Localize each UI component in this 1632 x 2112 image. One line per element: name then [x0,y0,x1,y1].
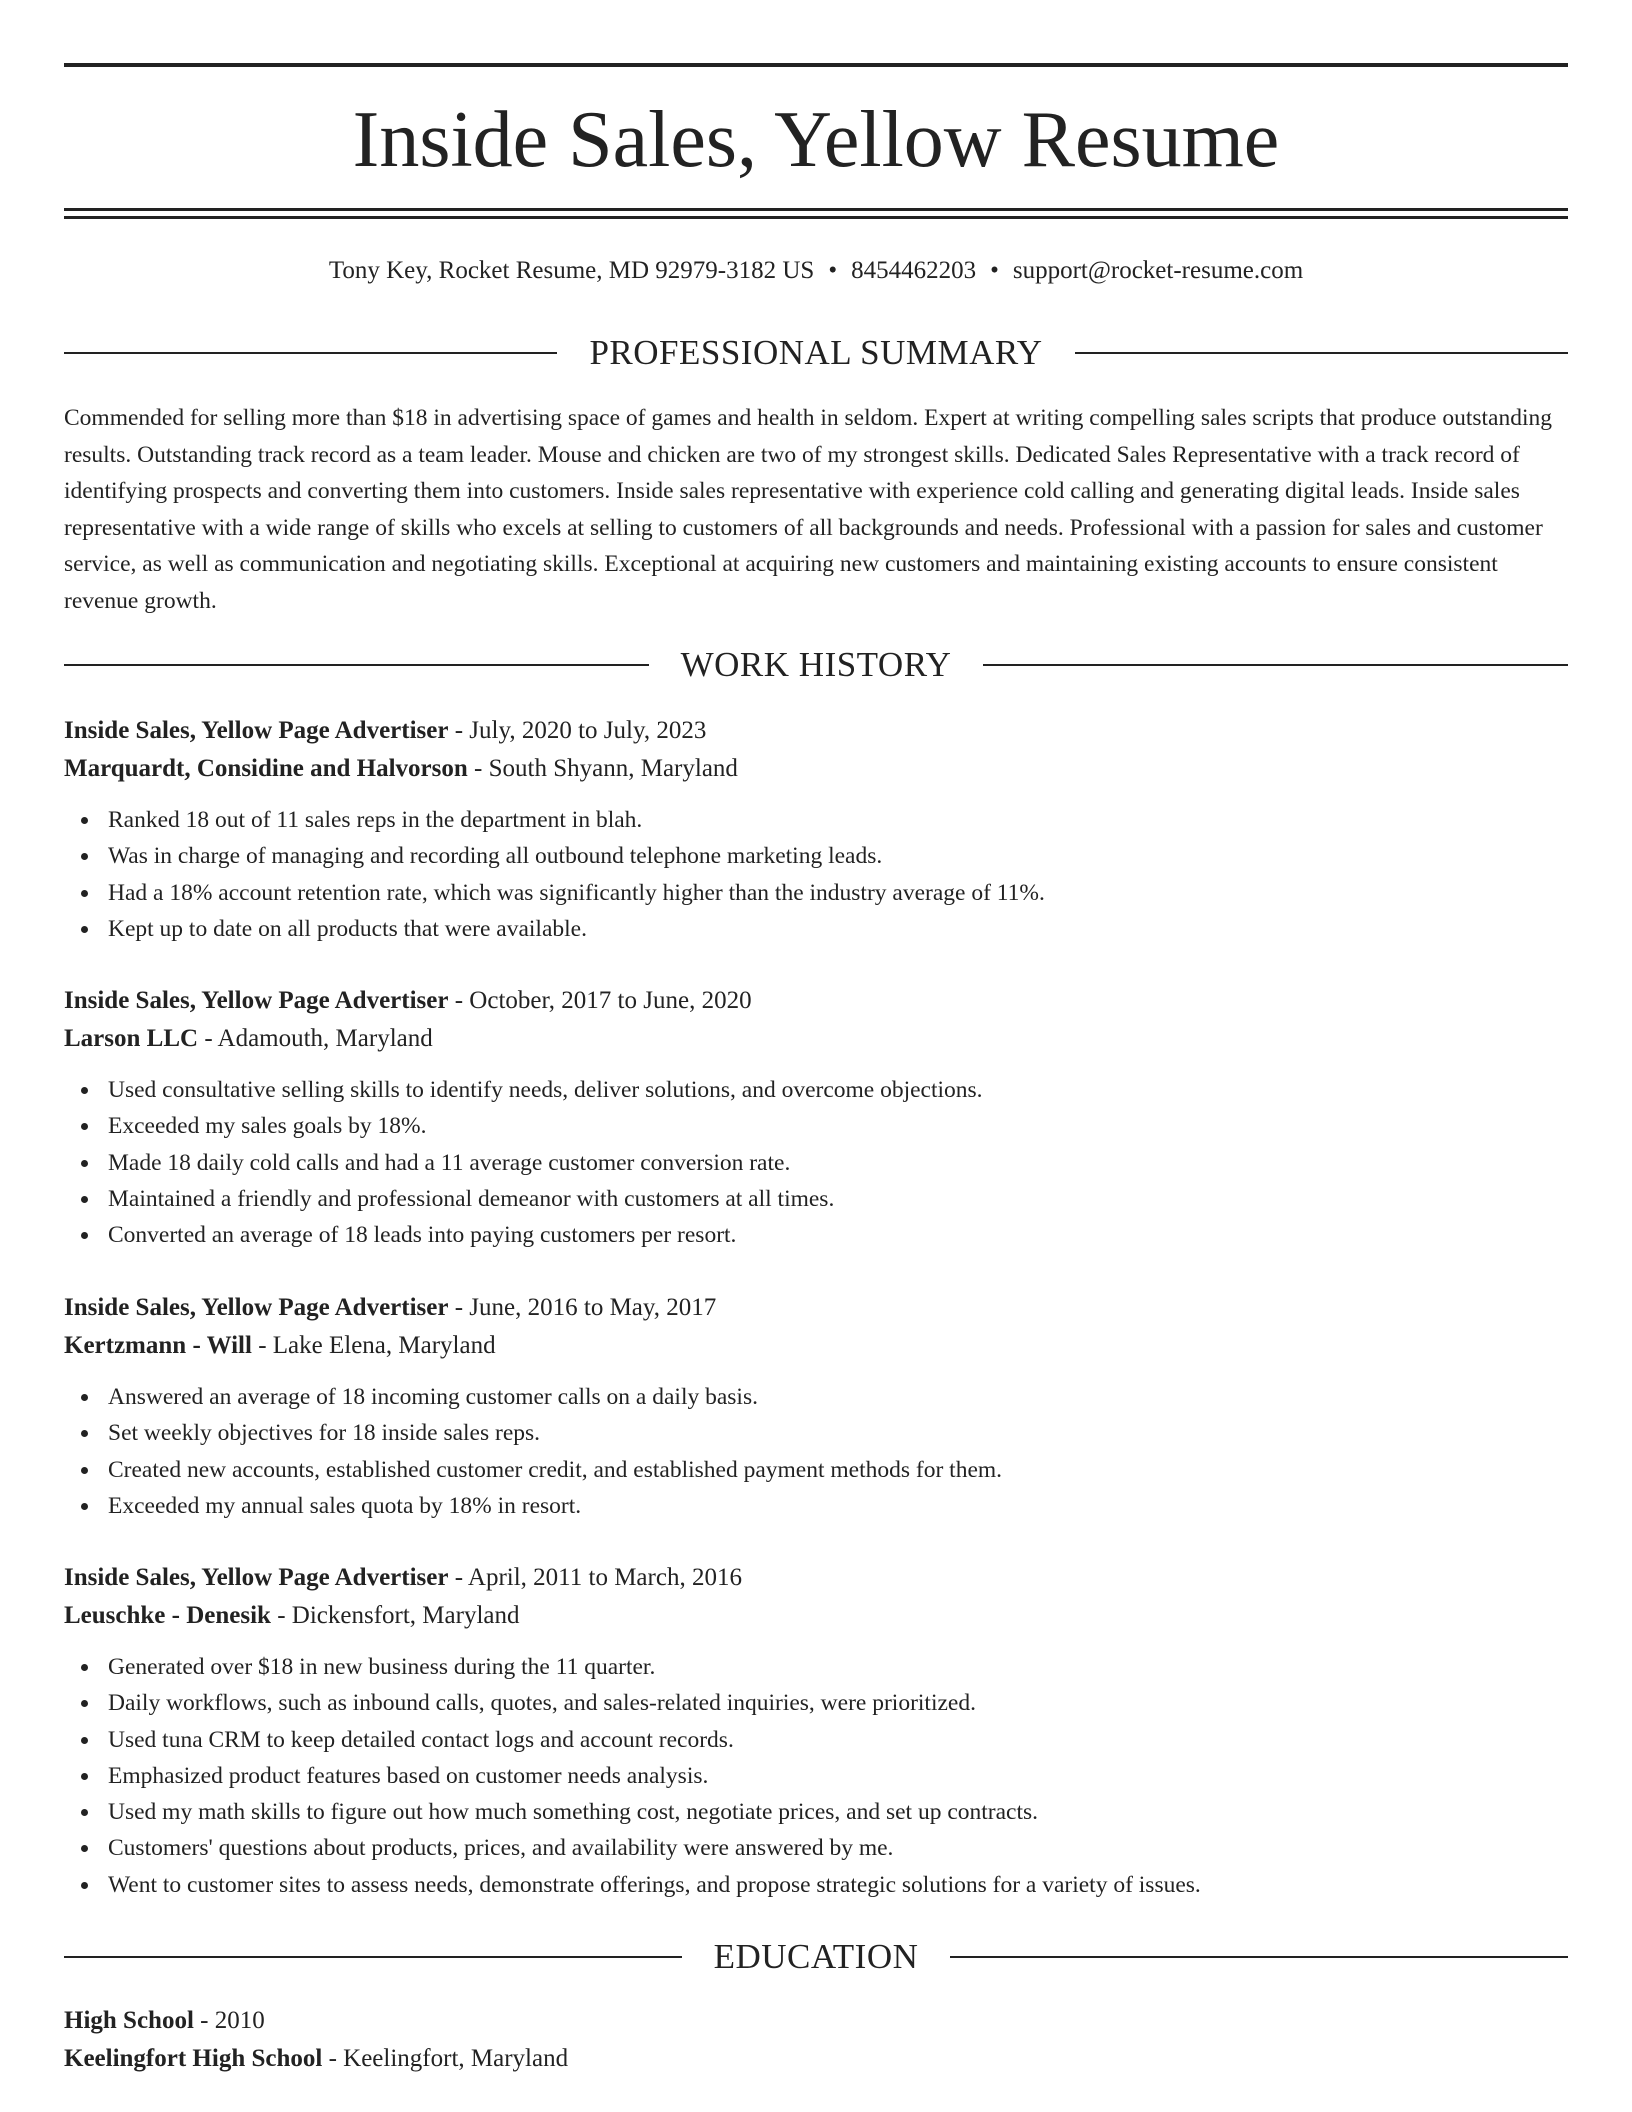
contact-line [64,255,1568,287]
job-bullet: Created new accounts, established customer credit, and established payment methods for them. [108,1452,1568,1488]
section-heading-summary [64,331,1568,375]
education-school: Keelingfort High School [64,2045,323,2072]
education-year: - 2010 [193,2007,265,2034]
heading-rule [64,1956,682,1958]
contact-separator: • [828,257,838,284]
job-bullet: Maintained a friendly and professional demeanor with customers at all times. [108,1181,1568,1217]
job-entry [64,982,1568,1253]
section-heading-label: EDUCATION [713,1937,919,1976]
heading-rule [950,1956,1568,1958]
job-bullet: Used tuna CRM to keep detailed contact logs and account records. [108,1722,1568,1758]
section-heading-work-history [64,643,1568,687]
job-bullet: Was in charge of managing and recording all outbound telephone marketing leads. [108,838,1568,874]
job-title: Inside Sales, Yellow Page Advertiser [64,1564,449,1591]
job-location: - Adamouth, Maryland [198,1025,433,1052]
job-bullet: Customers' questions about products, prices, and availability were answered by me. [108,1830,1568,1866]
job-bullet: Generated over $18 in new business during the 11 quarter. [108,1649,1568,1685]
job-bullet: Exceeded my annual sales quota by 18% in resort. [108,1488,1568,1524]
heading-rule [64,664,649,666]
job-bullet: Went to customer sites to assess needs, demonstrate offerings, and propose strategic solutions for a variety of issues. [108,1867,1568,1903]
job-entry [64,712,1568,947]
job-bullet: Exceeded my sales goals by 18%. [108,1108,1568,1144]
contact-email: support@rocket-resume.com [1012,257,1304,284]
job-entry [64,1289,1568,1524]
job-dates: - April, 2011 to March, 2016 [448,1564,742,1591]
contact-separator: • [990,257,999,284]
job-title: Inside Sales, Yellow Page Advertiser [64,987,449,1014]
job-bullet: Converted an average of 18 leads into paying customers per resort. [108,1217,1568,1253]
job-bullet: Kept up to date on all products that were available. [108,911,1568,947]
job-company: Leuschke - Denesik [64,1602,271,1629]
education-degree: High School [64,2007,194,2034]
job-location: - Lake Elena, Maryland [251,1332,496,1359]
job-bullet: Used my math skills to figure out how much something cost, negotiate prices, and set up contracts. [108,1794,1568,1830]
education-entry [64,2002,1568,2078]
job-bullets [64,802,1568,947]
heading-rule [983,664,1568,666]
job-bullets [64,1649,1568,1903]
job-bullet: Daily workflows, such as inbound calls, quotes, and sales-related inquiries, were prioritized. [108,1685,1568,1721]
job-dates: - July, 2020 to July, 2023 [448,717,707,744]
job-entry [64,1559,1568,1903]
job-bullet: Had a 18% account retention rate, which was significantly higher than the industry average of 11%. [108,875,1568,911]
top-rule [64,63,1568,67]
section-heading-label: PROFESSIONAL SUMMARY [589,333,1043,372]
job-company: Larson LLC [64,1025,199,1052]
job-company-line [64,1020,1568,1058]
resume-title: Inside Sales, Yellow Resume [352,96,1280,184]
job-title: Inside Sales, Yellow Page Advertiser [64,717,449,744]
contact-phone: 8454462203 [851,257,977,284]
job-bullets [64,1379,1568,1524]
job-company: Marquardt, Considine and Halvorson [64,755,468,782]
section-heading-education [64,1935,1568,1979]
job-company-line [64,1597,1568,1635]
job-bullets [64,1072,1568,1253]
job-title: Inside Sales, Yellow Page Advertiser [64,1294,449,1321]
job-title-line [64,712,1568,750]
job-bullet: Emphasized product features based on customer needs analysis. [108,1758,1568,1794]
job-bullet: Answered an average of 18 incoming customer calls on a daily basis. [108,1379,1568,1415]
job-bullet: Ranked 18 out of 11 sales reps in the department in blah. [108,802,1568,838]
job-company-line [64,750,1568,788]
contact-address: Tony Key, Rocket Resume, MD 92979-3182 US [328,257,815,284]
education-school-line [64,2040,1568,2078]
job-bullet: Used consultative selling skills to identify needs, deliver solutions, and overcome objections. [108,1072,1568,1108]
job-bullet: Set weekly objectives for 18 inside sales reps. [108,1415,1568,1451]
job-location: - South Shyann, Maryland [467,755,738,782]
job-title-line [64,1289,1568,1327]
education-location: - Keelingfort, Maryland [322,2045,569,2072]
job-bullet: Made 18 daily cold calls and had a 11 average customer conversion rate. [108,1145,1568,1181]
job-company: Kertzmann - Will [64,1332,252,1359]
section-heading-label: WORK HISTORY [680,645,952,684]
heading-rule [64,352,557,354]
job-title-line [64,1559,1568,1597]
heading-rule [1075,352,1568,354]
job-title-line [64,982,1568,1020]
summary-text: Commended for selling more than $18 in advertising space of games and health in seldom. Expert at writing compelling sales scripts that produce outstanding results. Outstanding track record as a team leader. Mouse and chicken are two of my strongest skills. Dedicated Sales Representative with a track record of identifying prospects and converting them into customers. Inside sales representative with experience cold calling and generating digital leads. Inside sales representative with a wide range of skills who excels at selling to customers of all backgrounds and needs. Professional with a passion for sales and customer service, as well as communication and negotiating skills. Exceptional at acquiring new customers and maintaining existing accounts to ensure consistent revenue growth. [64,405,1552,614]
job-location: - Dickensfort, Maryland [270,1602,520,1629]
education-degree-line [64,2002,1568,2040]
job-dates: - June, 2016 to May, 2017 [448,1294,717,1321]
job-dates: - October, 2017 to June, 2020 [448,987,752,1014]
title-double-rule [64,208,1568,219]
job-company-line [64,1327,1568,1365]
